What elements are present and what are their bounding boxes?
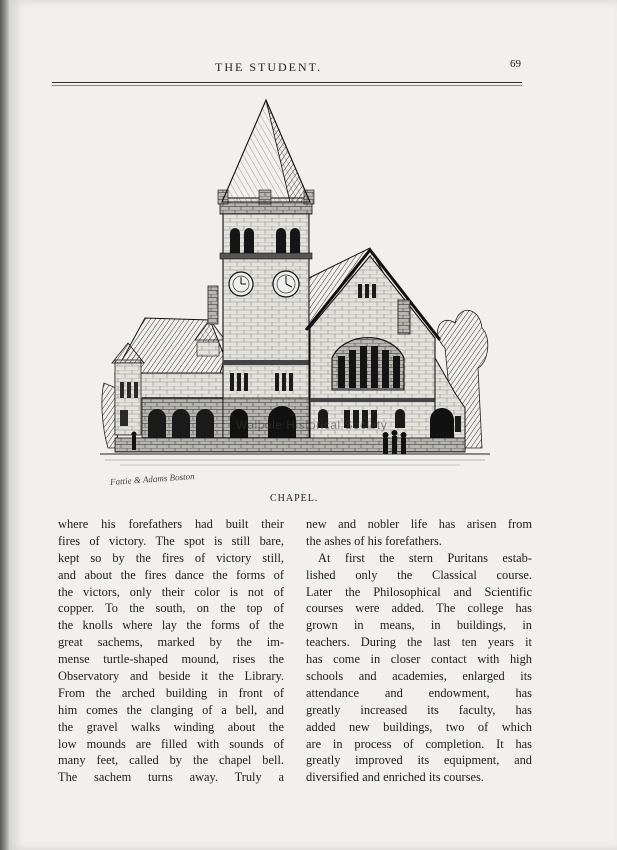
text-line: mense turtle-shaped mound, rises the <box>58 652 284 667</box>
text-line: the knolls where lay the forms of the <box>58 618 284 633</box>
text-line: low mounds are filled with sounds of <box>58 736 284 751</box>
figure-caption: CHAPEL. <box>270 493 319 504</box>
text-line: kept so by the fires of victory still, <box>58 550 284 565</box>
text-line: Later the Philosophical and Scientific <box>306 584 532 599</box>
page-binding-edge <box>0 0 10 850</box>
artist-signature: Fattie & Adams Boston <box>109 471 195 487</box>
text-column-right <box>306 516 532 786</box>
text-line: From the arched building in front of <box>58 685 284 700</box>
text-line: greatly increased its faculty, has <box>306 702 532 717</box>
text-line: him comes the clanging of a bell, and <box>58 702 284 717</box>
watermark-text: Walpole Historical Society <box>236 418 388 432</box>
text-line: has come in closer contact with high <box>306 652 532 667</box>
header-rule <box>52 82 522 83</box>
text-line: greatly improved its equipment, and <box>306 753 532 768</box>
text-line: many feet, called by the chapel bell. <box>58 753 284 768</box>
text-line: Observatory and beside it the Library. <box>58 669 284 684</box>
text-line: the victors, only their color is not of <box>58 584 284 599</box>
text-line: are in process of completion. It has <box>306 736 532 751</box>
text-line: teachers. During the last ten years it <box>306 635 532 650</box>
text-line: where his forefathers had built their <box>58 517 284 531</box>
text-line: and about the fires dance the forms of <box>58 567 284 582</box>
text-line: fires of victory. The spot is still bare, <box>58 533 284 548</box>
text-line: new and nobler life has arisen from <box>306 517 532 531</box>
running-title: THE STUDENT. <box>215 60 323 74</box>
text-line: courses were added. The college has <box>306 601 532 616</box>
text-line: schools and academies, enlarged its <box>306 669 532 684</box>
text-column-left <box>58 516 284 786</box>
text-line: the ashes of his forefathers. <box>306 533 442 548</box>
header-rule-secondary <box>52 85 522 86</box>
text-line: great sachems, marked by the im- <box>58 635 284 650</box>
text-line: copper. To the south, on the top of <box>58 601 284 616</box>
text-line: attendance and endowment, has <box>306 685 532 700</box>
text-line: diversified and enriched its courses. <box>306 770 484 785</box>
page-number: 69 <box>510 58 521 70</box>
text-line: the gravel walks winding about the <box>58 719 284 734</box>
text-line: The sachem turns away. Truly a <box>58 770 284 785</box>
text-line: lished only the Classical course. <box>306 567 532 582</box>
text-line: added new buildings, two of which <box>306 719 532 734</box>
text-line: At first the stern Puritans estab- <box>318 550 532 565</box>
text-line: grown in means, in buildings, in <box>306 618 532 633</box>
